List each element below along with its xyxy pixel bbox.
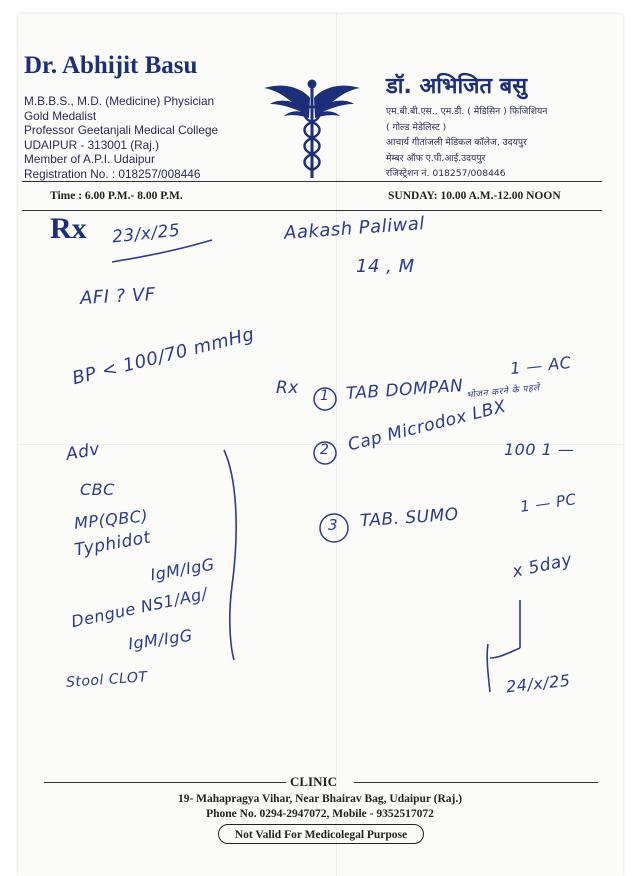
city: UDAIPUR - 313001 (Raj.) <box>24 137 160 152</box>
medicine-dose: 100 1 — <box>504 440 575 459</box>
patient-age-sex: 14 , M <box>356 256 415 277</box>
doctor-name: Dr. Abhijit Basu <box>24 52 198 79</box>
rx-symbol: Rx <box>50 212 87 245</box>
award: Gold Medalist <box>24 108 97 123</box>
clinic-label: CLINIC <box>290 774 337 789</box>
clinic-address: 19- Mahapragya Vihar, Near Bhairav Bag, Udaipur (Raj.) <box>177 793 463 805</box>
advice-item: IgM/IgG <box>126 625 194 654</box>
signature-date: 24/x/25 <box>505 670 572 697</box>
advice-heading: Adv <box>64 439 102 465</box>
advice-item: CBC <box>80 480 115 499</box>
doctor-details-en <box>24 94 218 181</box>
divider <box>354 782 598 783</box>
registration-number: Registration No. : 018257/008446 <box>24 166 201 181</box>
designation: Professor Geetanjali Medical College <box>24 123 219 137</box>
medicine-name: TAB. SUMO <box>359 504 460 532</box>
sunday-timing: SUNDAY: 10.00 A.M.-12.00 NOON <box>388 190 561 202</box>
medicine-dose: 1 — AC <box>509 352 573 379</box>
medicine-number: 1 <box>320 388 330 404</box>
divider <box>22 210 602 211</box>
advice-bracket <box>218 446 248 666</box>
medicine-number: 2 <box>320 442 330 458</box>
divider <box>22 181 602 182</box>
qualification: M.B.B.S., M.D. (Medicine) Physician <box>24 94 215 108</box>
clinic-phone: Phone No. 0294-2947072, Mobile - 9352517072 <box>206 808 434 820</box>
medicine-name: Cap Microdox LBX <box>345 396 509 456</box>
prescription-date: 23/x/25 <box>111 220 182 248</box>
rx-label: Rx <box>276 378 299 398</box>
blood-pressure: BP < 100/70 mmHg <box>70 323 257 390</box>
award-hindi: ( गोल्ड मेडेलिस्ट ) <box>386 121 447 133</box>
caduceus-icon <box>262 76 362 180</box>
designation-hindi: आचार्य गीतांजली मेडिकल कॉलेज, उदयपुर <box>386 137 527 148</box>
registration-hindi: रजिस्ट्रेशन नं. 018257/008446 <box>386 168 506 179</box>
doctor-name-hindi: डॉ. अभिजित बसु <box>386 74 528 99</box>
advice-item: MP(QBC) <box>73 506 149 533</box>
weekday-timing: Time : 6.00 P.M.- 8.00 P.M. <box>50 190 183 202</box>
qualification-hindi: एम.बी.बी.एस., एम.डी. ( मेडिसिन ) फिजिशियन <box>386 106 548 117</box>
doctor-details-hi <box>386 104 547 182</box>
medicine-note: भोजन करने के पहले <box>465 383 541 401</box>
date-underline <box>108 236 218 266</box>
treatment-duration: x 5day <box>510 549 574 583</box>
medicine-name: TAB DOMPAN <box>345 375 464 405</box>
disclaimer-badge: Not Valid For Medicolegal Purpose <box>218 824 424 844</box>
advice-item: IgM/IgG <box>148 554 217 585</box>
medicine-dose: 1 — PC <box>519 490 578 516</box>
provisional-diagnosis: AFI ? VF <box>79 284 157 309</box>
advice-item: Typhidot <box>72 527 153 561</box>
advice-item: Stool CLOT <box>65 669 149 691</box>
medicine-number: 3 <box>328 516 339 534</box>
divider <box>44 782 286 783</box>
advice-item: Dengue NS1/Ag/ <box>69 583 210 632</box>
membership-hindi: मेम्बर ऑफ ए.पी.आई.उदयपुर <box>386 152 486 164</box>
patient-name: Aakash Paliwal <box>283 213 426 244</box>
membership: Member of A.P.I. Udaipur <box>24 152 155 166</box>
